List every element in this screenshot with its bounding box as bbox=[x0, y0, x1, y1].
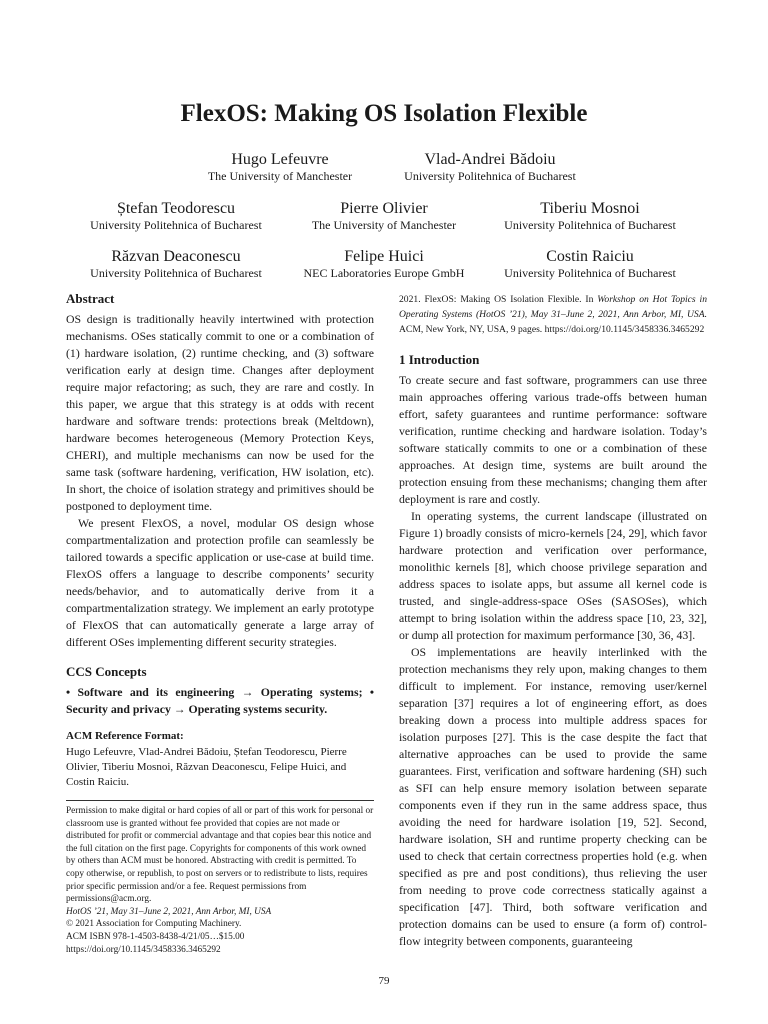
section-heading: 1 Introduction bbox=[399, 352, 480, 367]
intro-paragraph: In operating systems, the current landscape (illustrated on Figure 1) broadly consists of micro-kernels [24, 29], which favor hardware protection and verification over performance, monolithic kernels [8], which choose privilege separation and address spaces to isolate apps, but assume all kernel code is trusted, and single-address-space OSes (SASOSes), which attempt to bring isolation within the address space [10, 23, 32], or dump all protection for maximum performance [30, 36, 43]. bbox=[399, 509, 707, 642]
intro-paragraph: OS implementations are heavily interlinked with the protection mechanisms they rely upon, making changes to them difficult to implement. For instance, removing user/kernel separation [37] requires a lot of engineering effort, as does breaking down a process into multiple address spaces for isolation purposes [27]. This is the case despite the fact that alternative approaches can be used to provide the same guarantees. First, verification and software hardening (SH) such as SFI can help ensure memory isolation between separate components even if they run in the same address space, thus avoiding the need for hardware isolation [19, 52]. Second, hardware isolation, SH and runtime property checking can be used to check that certain correctness properties hold (e.g. when specified as pre and post conditions), thus relieving the user from needing to prove code correctness statically against a specification [47]. Third, both software verification and protection domains can be used to ensure (a form of) control-flow integrity between components, guaranteeing bbox=[399, 645, 707, 948]
doi-link[interactable]: https://doi.org/10.1145/3458336.3465292 bbox=[66, 944, 221, 955]
venue-line: HotOS ’21, May 31–June 2, 2021, Ann Arbor, MI, USA bbox=[66, 906, 272, 917]
reference-suffix: ACM, New York, NY, USA, 9 pages. https://doi.org/10.1145/3458336.3465292 bbox=[399, 324, 705, 335]
copyright-line: © 2021 Association for Computing Machinery. bbox=[66, 919, 242, 930]
isbn-line: ACM ISBN 978-1-4503-8438-4/21/05…$15.00 bbox=[66, 931, 245, 942]
left-column bbox=[66, 290, 374, 956]
author-name: Hugo Lefeuvre bbox=[231, 151, 329, 168]
author-affiliation: University Politehnica of Bucharest bbox=[504, 266, 676, 280]
author-name: Pierre Olivier bbox=[340, 200, 428, 217]
author-block bbox=[274, 247, 494, 281]
permission-text: Permission to make digital or hard copies of all or part of this work for personal or classroom use is granted without fee provided that copies are not made or distributed for profit or commercial advantage and that copies bear this notice and the full citation on the first page. Copyrights for components of this work owned by others than ACM must be honored. Abstracting with credit is permitted. To copy otherwise, or republish, to post on servers or to redistribute to lists, requires prior specific permission and/or a fee. Request permissions from permissions@acm.org. bbox=[66, 806, 374, 905]
author-name: Răzvan Deaconescu bbox=[111, 248, 241, 265]
acm-reference-continued bbox=[399, 292, 707, 337]
page-number: 79 bbox=[378, 975, 390, 987]
author-name: Ștefan Teodorescu bbox=[116, 200, 236, 217]
reference-prefix: 2021. FlexOS: Making OS Isolation Flexible. In bbox=[399, 294, 598, 305]
paper-title: FlexOS: Making OS Isolation Flexible bbox=[180, 100, 588, 127]
permission-block bbox=[66, 805, 374, 956]
author-affiliation: NEC Laboratories Europe GmbH bbox=[303, 266, 465, 280]
author-block bbox=[170, 150, 390, 184]
right-column bbox=[399, 292, 707, 950]
author-affiliation: The University of Manchester bbox=[311, 218, 457, 232]
author-affiliation: University Politehnica of Bucharest bbox=[90, 266, 262, 280]
author-name: Tiberiu Mosnoi bbox=[540, 200, 640, 217]
intro-paragraph: To create secure and fast software, programmers can use three main approaches offering various trade-offs between human effort, safety guarantees and runtime performance: software verification, runtime checking and hardware isolation. Today’s software statically commits to one or a combination of these approaches. At design time, systems are built around the protection ensuing from these mechanisms; changing them after deployment is rare and costly. bbox=[399, 373, 707, 506]
author-block bbox=[274, 199, 494, 233]
author-affiliation: The University of Manchester bbox=[207, 169, 353, 183]
ccs-heading: CCS Concepts bbox=[66, 664, 147, 679]
author-affiliation: University Politehnica of Bucharest bbox=[90, 218, 262, 232]
author-block bbox=[380, 150, 600, 184]
author-affiliation: University Politehnica of Bucharest bbox=[404, 169, 576, 183]
author-name: Felipe Huici bbox=[344, 248, 424, 265]
acm-reference-heading: ACM Reference Format: bbox=[66, 730, 184, 742]
ccs-concepts: • Software and its engineering → Operating systems; • Security and privacy → Operating systems security. bbox=[66, 685, 374, 716]
author-block bbox=[480, 199, 700, 233]
author-affiliation: University Politehnica of Bucharest bbox=[504, 218, 676, 232]
abstract-heading: Abstract bbox=[66, 291, 115, 306]
author-name: Costin Raiciu bbox=[546, 248, 634, 265]
author-block bbox=[480, 247, 700, 281]
reference-venue: Workshop on Hot Topics in Operating Systems (HotOS ’21), May 31–June 2, 2021, Ann Arbor, MI, USA. bbox=[399, 294, 707, 320]
author-name: Vlad-Andrei Bădoiu bbox=[424, 151, 556, 168]
abstract-paragraph: We present FlexOS, a novel, modular OS design whose compartmentalization and protection profile can seamlessly be tailored towards a specific application or use-case at build time. FlexOS offers a language to describe components’ security needs/behavior, and to automatically derive from it a compartmentalization strategy. We implement an early prototype of FlexOS that can automatically generate a large array of different OSes implementing different security strategies. bbox=[66, 516, 374, 649]
author-block bbox=[66, 247, 286, 281]
author-block bbox=[66, 199, 286, 233]
abstract-paragraph: OS design is traditionally heavily intertwined with protection mechanisms. OSes statically commit to one or a combination of (1) hardware isolation, (2) runtime checking, and (3) software verification early at design time. Changes after deployment require major refactoring; as such, they are rare and costly. In this paper, we argue that this strategy is at odds with recent hardware and software trends: protections break (Meltdown), hardware becomes heterogeneous (Memory Protection Keys, CHERI), and multiple mechanisms can now be used for the same task (software hardening, verification, HW isolation, etc). In short, the choice of isolation strategy and primitives should be postponed to deployment time. bbox=[66, 312, 374, 513]
acm-reference-text: Hugo Lefeuvre, Vlad-Andrei Bădoiu, Ștefan Teodorescu, Pierre Olivier, Tiberiu Mosnoi, Răzvan Deaconescu, Felipe Huici, and Costin Raiciu. bbox=[66, 746, 347, 788]
footnote-divider bbox=[66, 800, 374, 801]
